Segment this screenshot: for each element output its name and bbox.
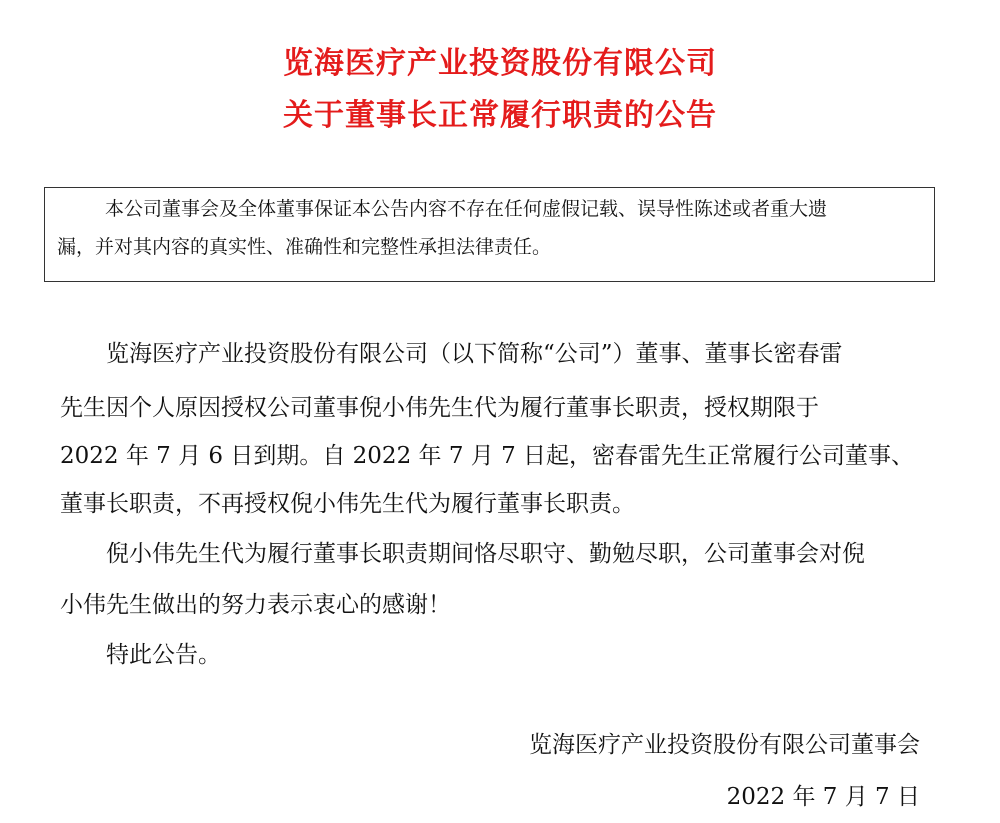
paragraph-1-line-3: 2022 年 7 月 6 日到期。自 2022 年 7 月 7 日起，密春雷先生正常履行公司董事、: [60, 443, 915, 469]
paragraph-1-line-4: 董事长职责，不再授权倪小伟先生代为履行董事长职责。: [60, 491, 635, 517]
signature-date: 2022 年 7 月 7 日: [726, 784, 920, 810]
disclaimer-line-1: 本公司董事会及全体董事保证本公告内容不存在任何虚假记载、误导性陈述或者重大遗: [105, 198, 828, 220]
paragraph-1-line-2: 先生因个人原因授权公司董事倪小伟先生代为履行董事长职责，授权期限于: [60, 395, 819, 421]
disclaimer-line-2: 漏，并对其内容的真实性、准确性和完整性承担法律责任。: [57, 236, 552, 258]
title-subject: 关于董事长正常履行职责的公告: [283, 98, 717, 133]
signature-company: 览海医疗产业投资股份有限公司董事会: [529, 732, 920, 758]
title-company: 览海医疗产业投资股份有限公司: [283, 46, 717, 81]
disclaimer-box: [44, 187, 935, 282]
paragraph-2-line-1: 倪小伟先生代为履行董事长职责期间恪尽职守、勤勉尽职，公司董事会对倪: [106, 541, 865, 567]
closing-phrase: 特此公告。: [106, 642, 221, 668]
paragraph-1-line-1: 览海医疗产业投资股份有限公司（以下简称“公司”）董事、董事长密春雷: [106, 341, 843, 367]
paragraph-2-line-2: 小伟先生做出的努力表示衷心的感谢！: [60, 592, 451, 618]
